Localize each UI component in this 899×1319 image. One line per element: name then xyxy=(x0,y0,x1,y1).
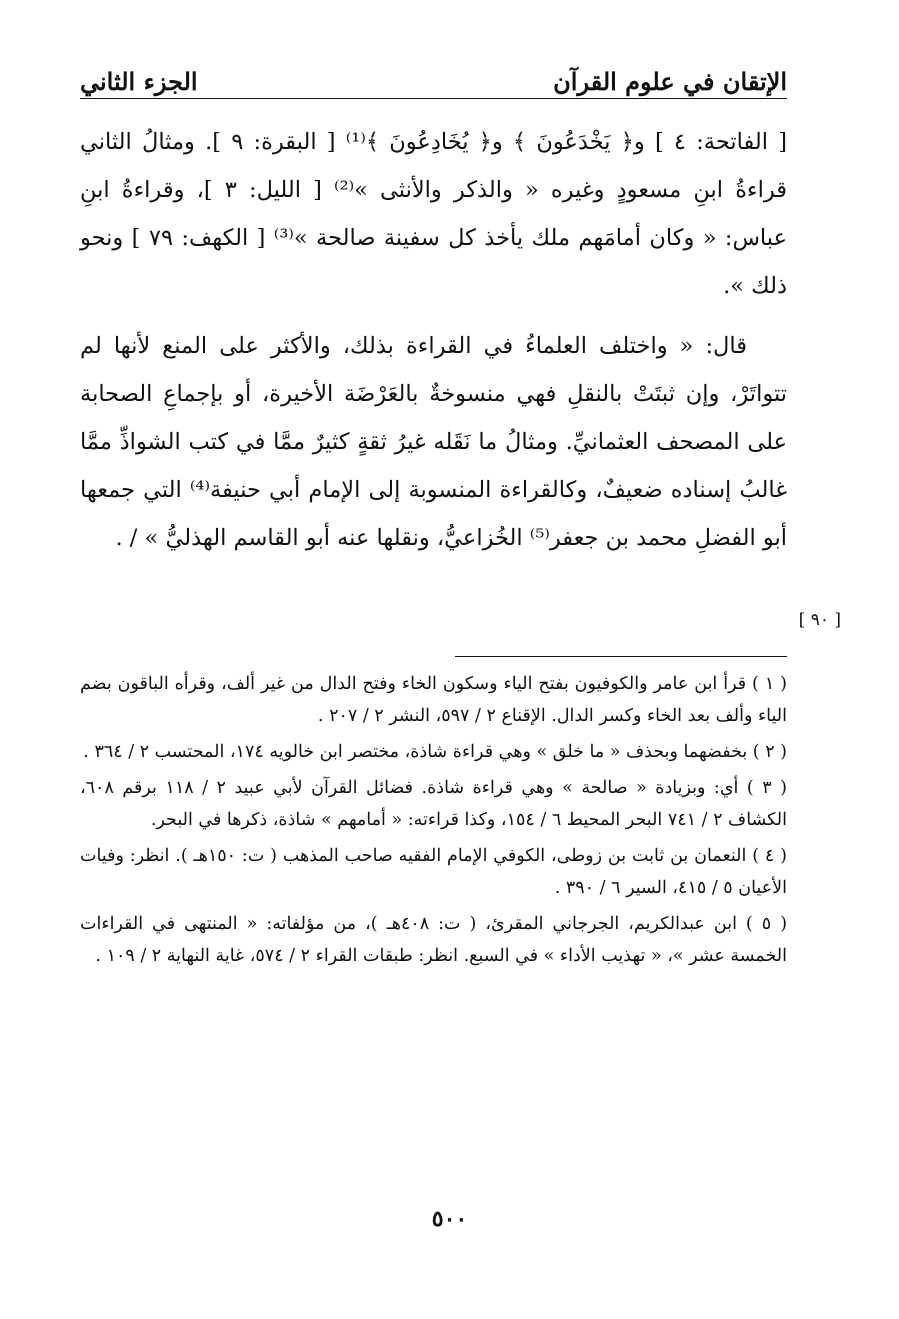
volume-label: الجزء الثاني xyxy=(80,67,198,96)
running-header xyxy=(80,56,787,96)
header-divider xyxy=(80,98,787,99)
footnote-2: ( ٢ ) بخفضهما وبحذف « ما خلق » وهي قراءة شاذة، مختصر ابن خالويه ١٧٤، المحتسب ٢ / ٣٦٤ . xyxy=(83,742,787,762)
footnote-4: ( ٤ ) النعمان بن ثابت بن زوطى، الكوفي الإمام الفقيه صاحب المذهب ( ت: ١٥٠هـ ). انظر: وفيات الأعيان ٥ / ٤١٥، السير ٦ / ٣٩٠ . xyxy=(80,846,787,898)
margin-page-reference: [ ٩٠ ] xyxy=(798,610,841,630)
page-number: ٥٠٠ xyxy=(431,1206,468,1232)
footnote-1: ( ١ ) قرأ ابن عامر والكوفيون بفتح الياء وسكون الخاء وفتح الدال من غير ألف، وقرأه الباقون بضم الياء وألف بعد الخاء وكسر الدال. الإقناع ٢ / ٥٩٧، النشر ٢ / ٢٠٧ . xyxy=(80,674,788,726)
book-title: الإتقان في علوم القرآن xyxy=(553,67,787,96)
footnotes xyxy=(80,668,787,976)
body-paragraph-2: قال: « واختلف العلماءُ في القراءة بذلك، والأكثر على المنع لأنها لم تتواتَرْ، وإن ثبتَتْ بالنقلِ فهي منسوخةٌ بالعَرْضَة الأخيرة، أو بإجماعِ الصحابة على المصحف العثمانيِّ. ومثالُ ما نَقَله غيرُ ثقةٍ كثيرٌ ممَّا في كتب الشواذِّ ممَّا غالبُ إسناده ضعيفٌ، وكالقراءة المنسوبة إلى الإمام أبي حنيفة⁽⁴⁾ التي جمعها أبو الفضلِ محمد بن جعفر⁽⁵⁾ الخُزاعيُّ، ونقلها عنه أبو القاسم الهذليُّ » / . xyxy=(80,333,787,551)
footnote-divider xyxy=(455,656,787,657)
footnote-3: ( ٣ ) أي: وبزيادة « صالحة » وهي قراءة شاذة. فضائل القرآن لأبي عبيد ٢ / ١١٨ برقم ٦٠٨، الكشاف ٢ / ٧٤١ البحر المحيط ٦ / ١٥٤، وكذا قراءته: « أمامهم » شاذة، ذكرها في البحر. xyxy=(80,778,787,830)
main-text xyxy=(80,118,787,562)
body-paragraph-1: [ الفاتحة: ٤ ] و﴿ يَخْدَعُونَ ﴾ و﴿ يُخَادِعُونَ ﴾⁽¹⁾ [ البقرة: ٩ ]. ومثالُ الثاني قراءةُ ابنِ مسعودٍ وغيره « والذكر والأنثى »⁽²⁾ [ الليل: ٣ ]، وقراءةُ ابنِ عباس: « وكان أمامَهم ملك يأخذ كل سفينة صالحة »⁽³⁾ [ الكهف: ٧٩ ] ونحو ذلك ». xyxy=(80,129,787,299)
footnote-5: ( ٥ ) ابن عبدالكريم، الجرجاني المقرئ، ( ت: ٤٠٨هـ )، من مؤلفاته: « المنتهى في القراءات الخمسة عشر »، « تهذيب الأداء » في السبع. انظر: طبقات القراء ٢ / ٥٧٤، غاية النهاية ٢ / ١٠٩ . xyxy=(80,914,788,966)
